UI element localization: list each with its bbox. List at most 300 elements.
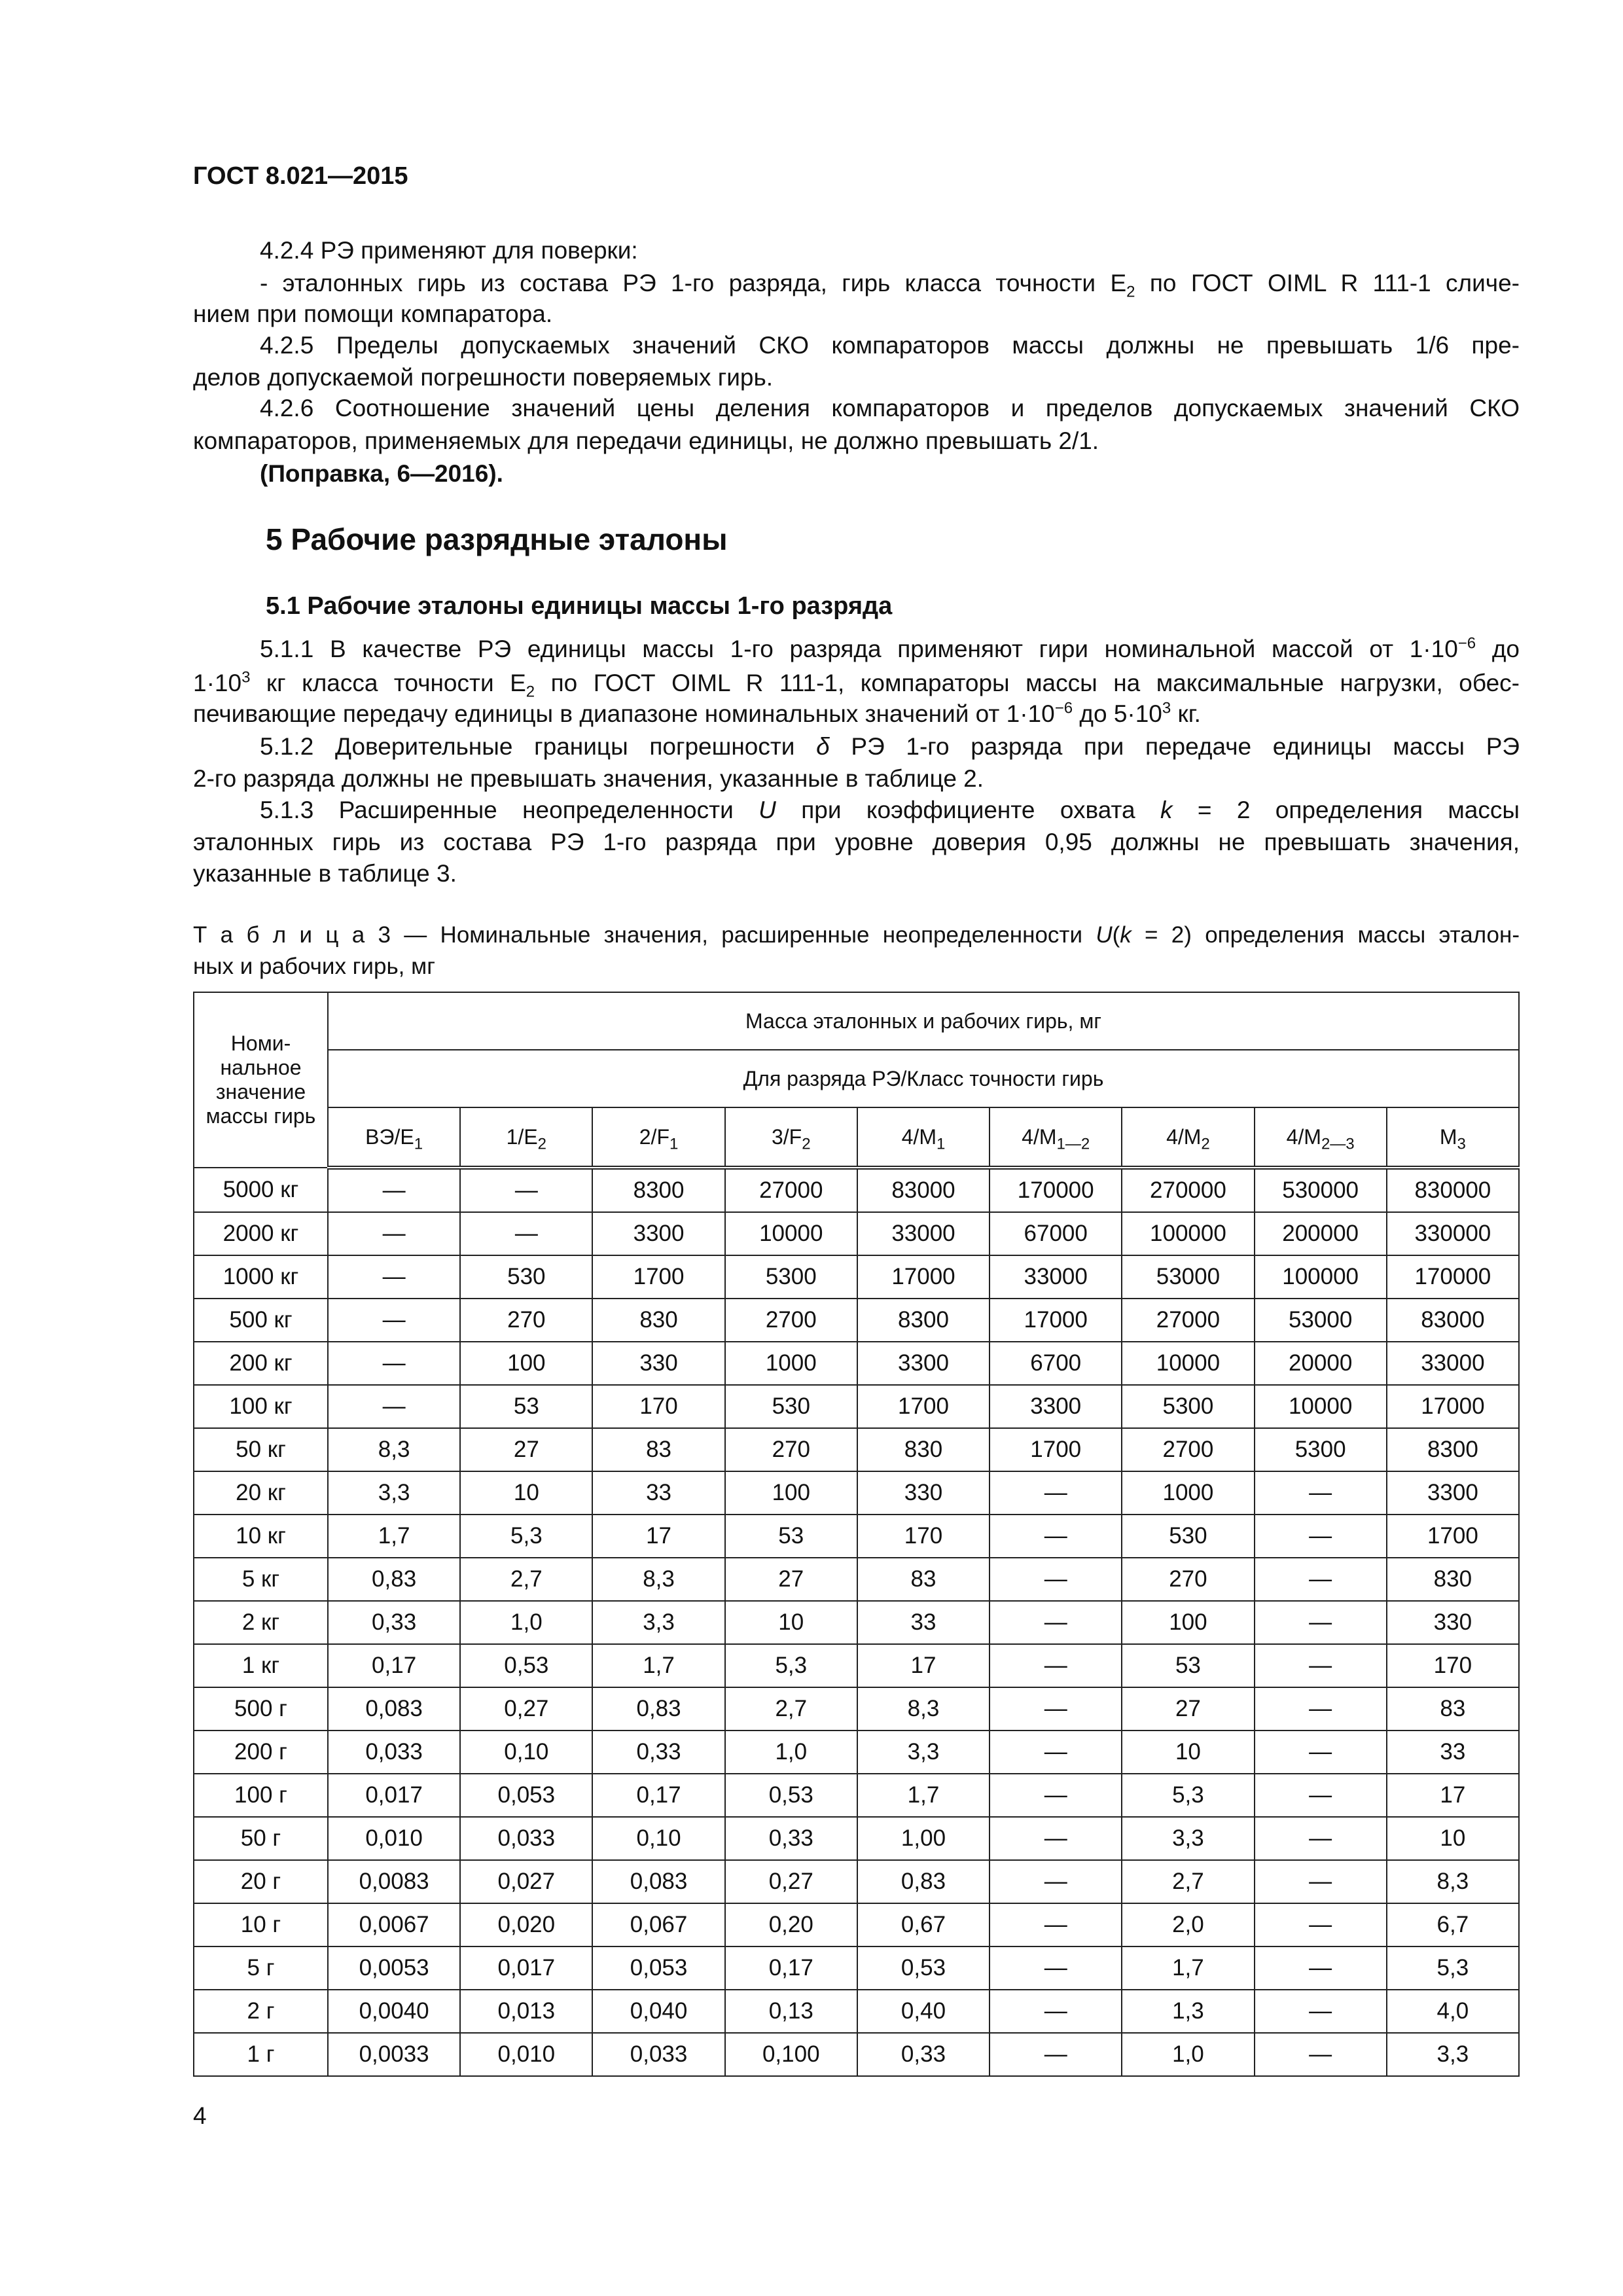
value-cell: 27 <box>460 1428 592 1471</box>
value-cell: 17000 <box>1387 1385 1519 1428</box>
value-cell: 33 <box>857 1601 990 1644</box>
clause-4-2-6-line: компараторов, применяемых для передачи единицы, не должно превышать 2/1. <box>193 427 1099 454</box>
value-cell: — <box>1255 1774 1387 1817</box>
value-cell: — <box>990 1471 1122 1515</box>
clause-4-2-4-line: нием при помощи компаратора. <box>193 300 553 327</box>
value-cell: — <box>1255 1515 1387 1558</box>
column-label: 2/F <box>639 1124 669 1149</box>
value-cell: 33000 <box>1387 1342 1519 1385</box>
clause-5-1-1-line <box>260 634 1520 665</box>
superscript: 3 <box>241 668 251 687</box>
value-cell: — <box>1255 1903 1387 1946</box>
column-subscript: 1 <box>669 1134 679 1153</box>
amendment-note: (Поправка, 6—2016). <box>260 460 503 487</box>
value-cell: 10000 <box>1122 1342 1254 1385</box>
table-row <box>194 1731 1519 1774</box>
value-cell: 2700 <box>1122 1428 1254 1471</box>
value-cell: 2,0 <box>1122 1903 1254 1946</box>
value-cell: 0,40 <box>857 1990 990 2033</box>
text: кг. <box>1171 700 1201 727</box>
symbol: U <box>758 797 776 823</box>
value-cell: — <box>1255 1731 1387 1774</box>
value-cell: — <box>1255 1817 1387 1860</box>
section-5-heading: 5 Рабочие разрядные эталоны <box>266 522 728 556</box>
column-label: M <box>1439 1124 1457 1149</box>
value-cell: 0,027 <box>460 1860 592 1903</box>
superscript: −6 <box>1054 699 1073 717</box>
clause-5-1-1-line <box>193 668 1520 699</box>
table-row <box>194 1601 1519 1644</box>
column-label: 4/M <box>1286 1124 1321 1149</box>
column-header <box>460 1107 592 1168</box>
nominal-mass-cell: 1000 кг <box>194 1255 328 1299</box>
value-cell: 0,053 <box>592 1946 724 1990</box>
value-cell: 3,3 <box>857 1731 990 1774</box>
value-cell: 0,033 <box>460 1817 592 1860</box>
column-subscript: 1 <box>936 1134 946 1153</box>
value-cell: 2,7 <box>725 1687 857 1731</box>
value-cell: 3,3 <box>1387 2033 1519 2076</box>
value-cell: 0,33 <box>592 1731 724 1774</box>
value-cell: 83 <box>1387 1687 1519 1731</box>
value-cell: 27000 <box>1122 1299 1254 1342</box>
text: 1·10 <box>193 670 242 696</box>
value-cell: 0,0033 <box>328 2033 460 2076</box>
column-label: ВЭ/E <box>365 1124 414 1149</box>
value-cell: — <box>328 1385 460 1428</box>
clause-5-1-2-line: 2-го разряда должны не превышать значения, указанные в таблице 2. <box>193 765 984 792</box>
page-number: 4 <box>193 2102 207 2129</box>
value-cell: 270 <box>1122 1558 1254 1601</box>
value-cell: 100 <box>1122 1601 1254 1644</box>
value-cell: — <box>990 1817 1122 1860</box>
value-cell: 0,053 <box>460 1774 592 1817</box>
symbol: k <box>1160 797 1173 823</box>
table-caption: ных и рабочих гирь, мг <box>193 954 435 979</box>
value-cell: 0,53 <box>725 1774 857 1817</box>
nominal-mass-cell: 50 г <box>194 1817 328 1860</box>
value-cell: 1,7 <box>328 1515 460 1558</box>
text: РЭ 1-го разряда при передаче единицы массы РЭ <box>829 733 1520 760</box>
value-cell: 830000 <box>1387 1168 1519 1212</box>
value-cell: 17000 <box>990 1299 1122 1342</box>
column-header <box>725 1107 857 1168</box>
value-cell: — <box>328 1168 460 1212</box>
value-cell: 1000 <box>725 1342 857 1385</box>
value-cell: 33000 <box>857 1212 990 1255</box>
value-cell: — <box>460 1168 592 1212</box>
nominal-mass-cell: 2 кг <box>194 1601 328 1644</box>
value-cell: — <box>990 1687 1122 1731</box>
table-row <box>194 1860 1519 1903</box>
value-cell: 0,040 <box>592 1990 724 2033</box>
value-cell: 170 <box>592 1385 724 1428</box>
value-cell: 0,20 <box>725 1903 857 1946</box>
subscript: 2 <box>1126 283 1135 301</box>
value-cell: 8,3 <box>857 1687 990 1731</box>
table-row <box>194 1385 1519 1428</box>
value-cell: 830 <box>857 1428 990 1471</box>
value-cell: 5,3 <box>460 1515 592 1558</box>
value-cell: 0,013 <box>460 1990 592 2033</box>
value-cell: 0,33 <box>857 2033 990 2076</box>
value-cell: — <box>328 1342 460 1385</box>
column-header <box>1255 1107 1387 1168</box>
table-row <box>194 1299 1519 1342</box>
value-cell: 0,83 <box>857 1860 990 1903</box>
value-cell: 3300 <box>990 1385 1122 1428</box>
value-cell: 0,27 <box>725 1860 857 1903</box>
value-cell: 1,7 <box>592 1644 724 1687</box>
value-cell: 53 <box>725 1515 857 1558</box>
table-row <box>194 1946 1519 1990</box>
nominal-mass-cell: 50 кг <box>194 1428 328 1471</box>
clause-4-2-6-line: 4.2.6 Соотношение значений цены деления компараторов и пределов допускаемых значений СКО <box>260 395 1520 422</box>
value-cell: 10 <box>1122 1731 1254 1774</box>
nominal-mass-cell: 200 г <box>194 1731 328 1774</box>
value-cell: — <box>1255 1558 1387 1601</box>
value-cell: 0,53 <box>857 1946 990 1990</box>
table-row <box>194 1817 1519 1860</box>
clause-5-1-2-line <box>260 731 1520 762</box>
value-cell: 53 <box>460 1385 592 1428</box>
text: = 2 определения массы <box>1172 797 1520 823</box>
value-cell: 170000 <box>990 1168 1122 1212</box>
value-cell: — <box>1255 1601 1387 1644</box>
value-cell: 1700 <box>857 1385 990 1428</box>
value-cell: 330000 <box>1387 1212 1519 1255</box>
table-caption <box>193 920 1520 951</box>
value-cell: 1,00 <box>857 1817 990 1860</box>
value-cell: 3300 <box>1387 1471 1519 1515</box>
value-cell: 5,3 <box>1122 1774 1254 1817</box>
value-cell: 3300 <box>592 1212 724 1255</box>
table-row <box>194 1990 1519 2033</box>
mass-uncertainty-table <box>193 992 1520 2077</box>
text: Т а б л и ц а 3 — Номинальные значения, расширенные неопределенности <box>193 922 1096 948</box>
value-cell: 270 <box>725 1428 857 1471</box>
value-cell: 0,83 <box>592 1687 724 1731</box>
column-header <box>990 1107 1122 1168</box>
column-subscript: 1—2 <box>1056 1134 1090 1153</box>
text: до 5·10 <box>1073 700 1162 727</box>
text: кг класса точности E <box>250 670 526 696</box>
group-header: Масса эталонных и рабочих гирь, мг <box>328 992 1519 1050</box>
table-row <box>194 1774 1519 1817</box>
value-cell: 530 <box>460 1255 592 1299</box>
text: по ГОСТ OIML R 111-1 сличе- <box>1135 270 1520 296</box>
value-cell: 27 <box>1122 1687 1254 1731</box>
value-cell: 8300 <box>857 1299 990 1342</box>
value-cell: 10 <box>460 1471 592 1515</box>
value-cell: 3300 <box>857 1342 990 1385</box>
value-cell: 0,27 <box>460 1687 592 1731</box>
column-subscript: 2 <box>537 1134 547 1153</box>
value-cell: 1,0 <box>460 1601 592 1644</box>
value-cell: 10 <box>725 1601 857 1644</box>
table-row <box>194 1168 1519 1212</box>
value-cell: 100 <box>725 1471 857 1515</box>
value-cell: 0,17 <box>592 1774 724 1817</box>
stub-header-line: нальное <box>220 1056 302 1079</box>
value-cell: 5,3 <box>725 1644 857 1687</box>
document-id-header: ГОСТ 8.021—2015 <box>193 162 408 190</box>
value-cell: 100000 <box>1255 1255 1387 1299</box>
value-cell: 0,100 <box>725 2033 857 2076</box>
value-cell: 0,13 <box>725 1990 857 2033</box>
nominal-mass-cell: 500 г <box>194 1687 328 1731</box>
value-cell: 5,3 <box>1387 1946 1519 1990</box>
value-cell: 2,7 <box>1122 1860 1254 1903</box>
value-cell: 0,33 <box>328 1601 460 1644</box>
column-subscript: 2 <box>802 1134 811 1153</box>
value-cell: — <box>328 1212 460 1255</box>
value-cell: — <box>1255 1946 1387 1990</box>
text: по ГОСТ OIML R 111-1, компараторы массы на максимальные нагрузки, обес- <box>535 670 1520 696</box>
value-cell: 33000 <box>990 1255 1122 1299</box>
value-cell: 2,7 <box>460 1558 592 1601</box>
value-cell: 53000 <box>1122 1255 1254 1299</box>
value-cell: 0,033 <box>328 1731 460 1774</box>
column-header <box>857 1107 990 1168</box>
value-cell: 170 <box>1387 1644 1519 1687</box>
value-cell: 0,017 <box>328 1774 460 1817</box>
subgroup-header: Для разряда РЭ/Класс точности гирь <box>328 1050 1519 1107</box>
value-cell: 0,33 <box>725 1817 857 1860</box>
value-cell: — <box>328 1255 460 1299</box>
text: 5.1.3 Расширенные неопределенности <box>260 797 759 823</box>
clause-5-1-3-line: указанные в таблице 3. <box>193 860 457 887</box>
value-cell: 330 <box>592 1342 724 1385</box>
value-cell: 200000 <box>1255 1212 1387 1255</box>
value-cell: 83 <box>592 1428 724 1471</box>
value-cell: — <box>1255 1687 1387 1731</box>
value-cell: 530 <box>725 1385 857 1428</box>
nominal-mass-cell: 2000 кг <box>194 1212 328 1255</box>
value-cell: 53000 <box>1255 1299 1387 1342</box>
value-cell: 170000 <box>1387 1255 1519 1299</box>
clause-4-2-4-item <box>260 268 1520 299</box>
nominal-mass-cell: 2 г <box>194 1990 328 2033</box>
value-cell: 330 <box>857 1471 990 1515</box>
subscript: 2 <box>526 683 535 701</box>
stub-header-line: значение <box>215 1080 306 1103</box>
symbol: δ <box>816 733 830 760</box>
value-cell: — <box>1255 2033 1387 2076</box>
nominal-mass-cell: 100 г <box>194 1774 328 1817</box>
nominal-mass-cell: 1 г <box>194 2033 328 2076</box>
value-cell: 3,3 <box>592 1601 724 1644</box>
value-cell: 8300 <box>1387 1428 1519 1471</box>
clause-4-2-5-line: делов допускаемой погрешности поверяемых гирь. <box>193 364 774 391</box>
clause-5-1-3-line <box>260 795 1520 826</box>
value-cell: 1,3 <box>1122 1990 1254 2033</box>
value-cell: 8,3 <box>1387 1860 1519 1903</box>
value-cell: — <box>990 1731 1122 1774</box>
nominal-mass-cell: 100 кг <box>194 1385 328 1428</box>
value-cell: 0,17 <box>328 1644 460 1687</box>
nominal-mass-cell: 10 кг <box>194 1515 328 1558</box>
text: ( <box>1112 922 1120 948</box>
value-cell: 1700 <box>592 1255 724 1299</box>
value-cell: 10000 <box>1255 1385 1387 1428</box>
value-cell: — <box>990 1903 1122 1946</box>
value-cell: — <box>1255 1990 1387 2033</box>
value-cell: 5300 <box>1255 1428 1387 1471</box>
section-5-1-heading: 5.1 Рабочие эталоны единицы массы 1-го разряда <box>266 592 893 620</box>
value-cell: 0,0040 <box>328 1990 460 2033</box>
value-cell: 0,033 <box>592 2033 724 2076</box>
value-cell: 1,7 <box>1122 1946 1254 1990</box>
superscript: 3 <box>1162 699 1171 717</box>
value-cell: 0,67 <box>857 1903 990 1946</box>
value-cell: 0,83 <box>328 1558 460 1601</box>
nominal-mass-cell: 500 кг <box>194 1299 328 1342</box>
value-cell: 33 <box>1387 1731 1519 1774</box>
value-cell: 5300 <box>1122 1385 1254 1428</box>
table-row <box>194 1515 1519 1558</box>
table-row <box>194 1903 1519 1946</box>
value-cell: 10000 <box>725 1212 857 1255</box>
column-label: 4/M <box>1166 1124 1202 1149</box>
table-row <box>194 1212 1519 1255</box>
nominal-mass-cell: 5 г <box>194 1946 328 1990</box>
value-cell: 270000 <box>1122 1168 1254 1212</box>
table-row <box>194 1342 1519 1385</box>
value-cell: 0,10 <box>460 1731 592 1774</box>
value-cell: 6700 <box>990 1342 1122 1385</box>
value-cell: 830 <box>1387 1558 1519 1601</box>
table-row <box>194 1644 1519 1687</box>
value-cell: 0,010 <box>460 2033 592 2076</box>
value-cell: 0,0083 <box>328 1860 460 1903</box>
value-cell: 33 <box>592 1471 724 1515</box>
column-header <box>328 1107 460 1168</box>
value-cell: 0,067 <box>592 1903 724 1946</box>
column-label: 1/E <box>506 1124 538 1149</box>
nominal-mass-cell: 5000 кг <box>194 1168 328 1212</box>
column-subscript: 1 <box>414 1134 423 1153</box>
value-cell: — <box>990 1860 1122 1903</box>
value-cell: 6,7 <box>1387 1903 1519 1946</box>
table-row <box>194 1428 1519 1471</box>
value-cell: 530 <box>1122 1515 1254 1558</box>
value-cell: 0,083 <box>328 1687 460 1731</box>
value-cell: — <box>460 1212 592 1255</box>
symbol: U <box>1096 922 1113 948</box>
stub-header-line: массы гирь <box>205 1104 316 1128</box>
nominal-mass-cell: 5 кг <box>194 1558 328 1601</box>
nominal-mass-cell: 1 кг <box>194 1644 328 1687</box>
text: 5.1.2 Доверительные границы погрешности <box>260 733 817 760</box>
value-cell: 17 <box>857 1644 990 1687</box>
value-cell: 20000 <box>1255 1342 1387 1385</box>
value-cell: 100 <box>460 1342 592 1385</box>
value-cell: 0,020 <box>460 1903 592 1946</box>
value-cell: 1700 <box>990 1428 1122 1471</box>
value-cell: 1000 <box>1122 1471 1254 1515</box>
nominal-mass-cell: 20 кг <box>194 1471 328 1515</box>
stub-header-line: Номи- <box>230 1031 291 1055</box>
value-cell: 0,017 <box>460 1946 592 1990</box>
value-cell: 0,0053 <box>328 1946 460 1990</box>
clause-5-1-3-line: эталонных гирь из состава РЭ 1-го разряда при уровне доверия 0,95 должны не превышать значения, <box>193 829 1520 855</box>
value-cell: 170 <box>857 1515 990 1558</box>
value-cell: 0,010 <box>328 1817 460 1860</box>
text: при коэффициенте охвата <box>776 797 1160 823</box>
value-cell: 0,17 <box>725 1946 857 1990</box>
value-cell: 83000 <box>1387 1299 1519 1342</box>
value-cell: 17 <box>592 1515 724 1558</box>
value-cell: — <box>1255 1860 1387 1903</box>
value-cell: 1700 <box>1387 1515 1519 1558</box>
text: - эталонных гирь из состава РЭ 1-го разряда, гирь класса точности E <box>260 270 1127 296</box>
column-subscript: 2—3 <box>1321 1134 1355 1153</box>
symbol: k <box>1120 922 1132 948</box>
table-row <box>194 1471 1519 1515</box>
value-cell: 27000 <box>725 1168 857 1212</box>
column-header <box>1387 1107 1519 1168</box>
value-cell: 100000 <box>1122 1212 1254 1255</box>
stub-header <box>194 992 328 1168</box>
value-cell: 0,10 <box>592 1817 724 1860</box>
value-cell: 8,3 <box>592 1558 724 1601</box>
value-cell: — <box>1255 1471 1387 1515</box>
clause-4-2-4-line: 4.2.4 РЭ применяют для поверки: <box>260 237 638 264</box>
clause-5-1-1-line <box>193 698 1520 730</box>
value-cell: 0,083 <box>592 1860 724 1903</box>
value-cell: — <box>990 1946 1122 1990</box>
nominal-mass-cell: 20 г <box>194 1860 328 1903</box>
value-cell: 83 <box>857 1558 990 1601</box>
text: до <box>1476 636 1520 662</box>
table-row <box>194 1558 1519 1601</box>
column-label: 3/F <box>771 1124 802 1149</box>
superscript: −6 <box>1457 634 1476 653</box>
value-cell: 5300 <box>725 1255 857 1299</box>
value-cell: — <box>990 1644 1122 1687</box>
value-cell: 17 <box>1387 1774 1519 1817</box>
column-label: 4/M <box>1022 1124 1057 1149</box>
value-cell: — <box>990 2033 1122 2076</box>
table-row <box>194 1687 1519 1731</box>
table-row <box>194 2033 1519 2076</box>
table-row <box>194 1255 1519 1299</box>
value-cell: 17000 <box>857 1255 990 1299</box>
value-cell: — <box>990 1774 1122 1817</box>
value-cell: 3,3 <box>1122 1817 1254 1860</box>
value-cell: 270 <box>460 1299 592 1342</box>
value-cell: 0,0067 <box>328 1903 460 1946</box>
text: печивающие передачу единицы в диапазоне номинальных значений от 1·10 <box>193 700 1055 727</box>
value-cell: 4,0 <box>1387 1990 1519 2033</box>
value-cell: 3,3 <box>328 1471 460 1515</box>
value-cell: — <box>990 1990 1122 2033</box>
column-subscript: 3 <box>1457 1134 1466 1153</box>
value-cell: — <box>328 1299 460 1342</box>
value-cell: 530000 <box>1255 1168 1387 1212</box>
value-cell: 830 <box>592 1299 724 1342</box>
value-cell: 27 <box>725 1558 857 1601</box>
value-cell: — <box>990 1601 1122 1644</box>
value-cell: 10 <box>1387 1817 1519 1860</box>
value-cell: 2700 <box>725 1299 857 1342</box>
value-cell: 1,0 <box>725 1731 857 1774</box>
value-cell: 1,7 <box>857 1774 990 1817</box>
value-cell: 0,53 <box>460 1644 592 1687</box>
column-header <box>592 1107 724 1168</box>
value-cell: 8,3 <box>328 1428 460 1471</box>
